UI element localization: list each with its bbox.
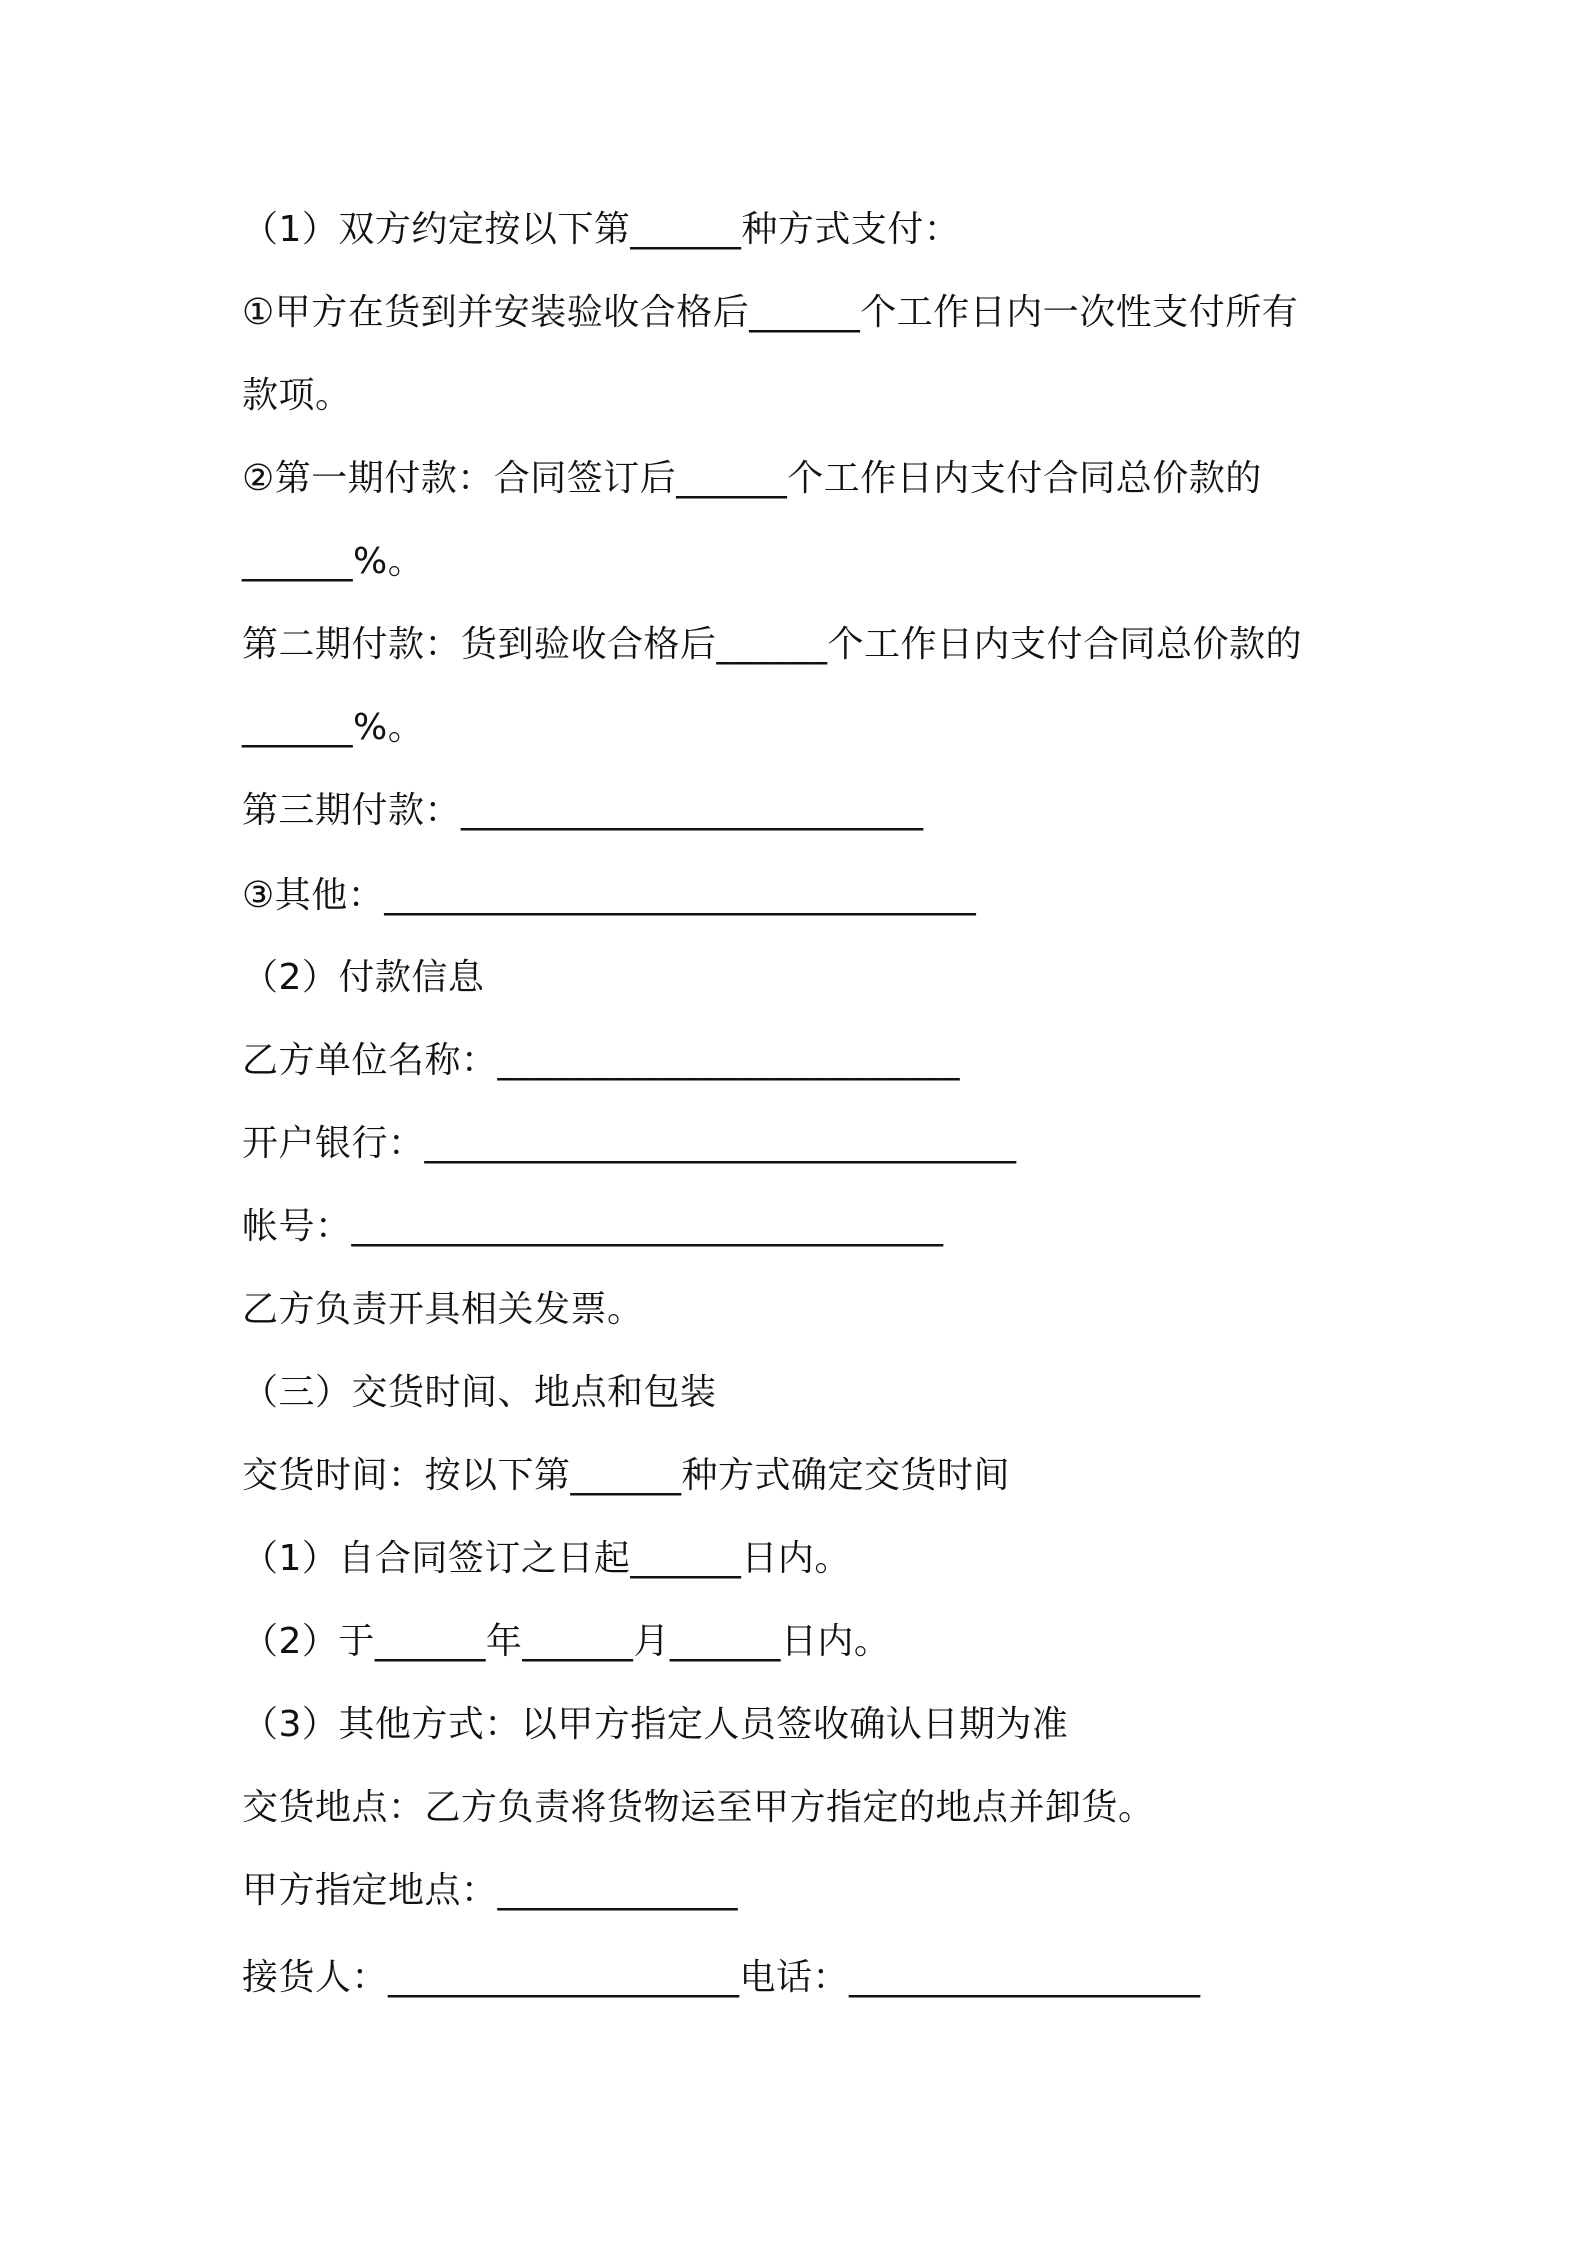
field-delivery-time: 交货时间：按以下第______种方式确定交货时间: [242, 1455, 1011, 1496]
field-party-b-name: 乙方单位名称：_________________________: [242, 1040, 961, 1081]
field-delivery-location: 交货地点：乙方负责将货物运至甲方指定的地点并卸货。: [242, 1787, 1155, 1828]
delivery-option-2: （2）于______年______月______日内。: [242, 1621, 891, 1662]
clause-second-installment: 第二期付款：货到验收合格后______个工作日内支付合同总价款的: [242, 624, 1303, 665]
field-receiver-phone: 接货人：___________________电话：___________________: [242, 1957, 1201, 1998]
clause-third-installment: 第三期付款：_________________________: [242, 790, 924, 831]
clause-payment-method: （1）双方约定按以下第______种方式支付：: [242, 209, 961, 250]
delivery-option-1: （1）自合同签订之日起______日内。: [242, 1538, 851, 1579]
clause-second-installment-percent: ______%。: [242, 707, 425, 748]
section-delivery: （三）交货时间、地点和包装: [242, 1372, 717, 1413]
field-bank: 开户银行：________________________________: [242, 1123, 1017, 1164]
field-account-number: 帐号：________________________________: [242, 1206, 944, 1247]
delivery-option-3: （3）其他方式：以甲方指定人员签收确认日期为准: [242, 1704, 1069, 1745]
clause-option-1-lump-sum: ①甲方在货到并安装验收合格后______个工作日内一次性支付所有: [242, 292, 1299, 333]
clause-option-1-continued: 款项。: [242, 375, 352, 416]
clause-option-3-other: ③其他：________________________________: [242, 875, 977, 916]
section-payment-info: （2）付款信息: [242, 957, 485, 998]
clause-first-installment: ②第一期付款：合同签订后______个工作日内支付合同总价款的: [242, 458, 1262, 499]
clause-invoice: 乙方负责开具相关发票。: [242, 1289, 644, 1330]
clause-first-installment-percent: ______%。: [242, 541, 425, 582]
field-party-a-location: 甲方指定地点：_____________: [242, 1870, 739, 1911]
